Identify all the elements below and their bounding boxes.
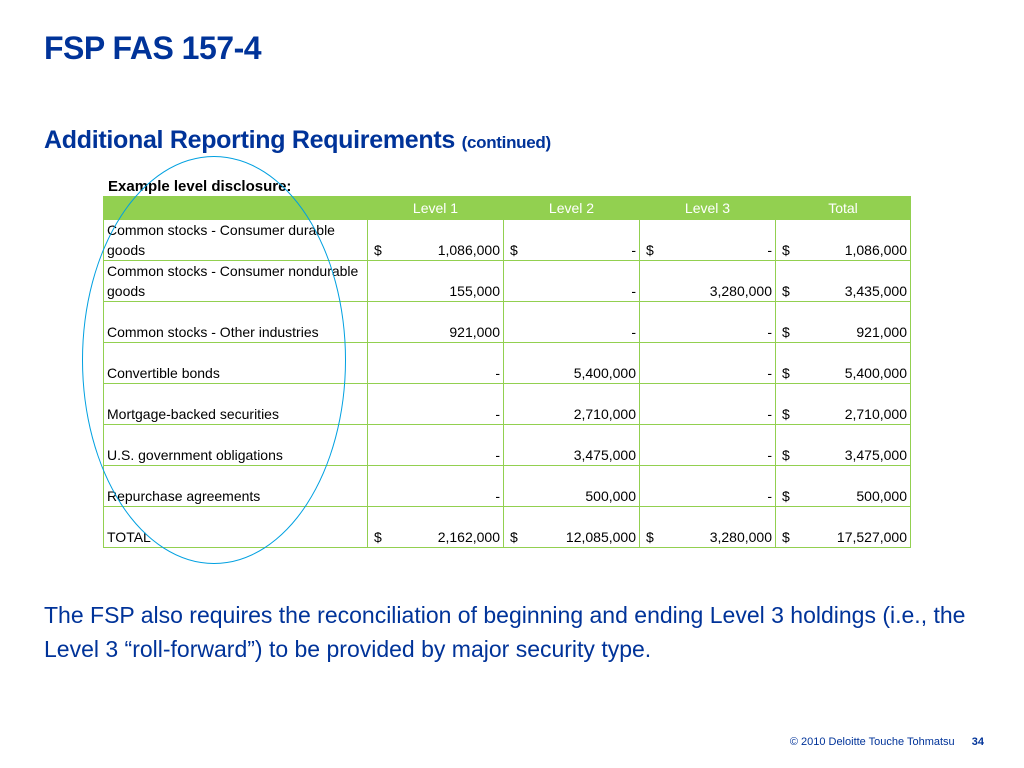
column-header — [104, 197, 368, 220]
row-label-text: Repurchase agreements — [107, 488, 261, 504]
value-cell — [640, 302, 776, 343]
table-row — [104, 466, 911, 507]
value-cell — [776, 220, 911, 261]
value-cell — [640, 261, 776, 302]
cell-value: 1,086,000 — [844, 242, 907, 258]
cell-value: 3,435,000 — [844, 283, 907, 299]
cell-value: - — [767, 488, 772, 504]
value-cell — [776, 261, 911, 302]
row-label-text: Common stocks - Consumer nondurable goods — [107, 263, 359, 299]
cell-value: 2,710,000 — [573, 406, 636, 422]
cell-value: 5,400,000 — [844, 365, 907, 381]
level-disclosure-table — [103, 196, 911, 548]
dollar-sign: $ — [646, 242, 654, 258]
cell-value: 3,475,000 — [573, 447, 636, 463]
value-cell — [776, 343, 911, 384]
value-cell — [776, 466, 911, 507]
cell-value: 921,000 — [449, 324, 500, 340]
row-label-text: Common stocks - Other industries — [107, 324, 319, 340]
cell-value: 500,000 — [585, 488, 636, 504]
cell-value: 5,400,000 — [573, 365, 636, 381]
dollar-sign: $ — [782, 324, 790, 340]
row-label — [104, 220, 368, 261]
column-header: Level 2 — [504, 197, 640, 220]
cell-value: - — [631, 283, 636, 299]
cell-value: - — [495, 365, 500, 381]
value-cell — [776, 425, 911, 466]
copyright-text: © 2010 Deloitte Touche Tohmatsu — [789, 736, 955, 748]
dollar-sign: $ — [782, 406, 790, 422]
value-cell — [776, 507, 911, 548]
value-cell — [368, 220, 504, 261]
body-paragraph: The FSP also requires the reconciliation of beginning and ending Level 3 holdings (i.e., the Level 3 “roll-forward”) to be provided by major security type. — [44, 602, 966, 662]
value-cell — [504, 343, 640, 384]
cell-value: - — [767, 365, 772, 381]
value-cell — [368, 507, 504, 548]
cell-value: 921,000 — [856, 324, 907, 340]
cell-value: 1,086,000 — [437, 242, 500, 258]
dollar-sign: $ — [782, 365, 790, 381]
value-cell — [368, 425, 504, 466]
cell-value: - — [631, 324, 636, 340]
column-header: Level 1 — [368, 197, 504, 220]
value-cell — [368, 384, 504, 425]
row-label — [104, 343, 368, 384]
table-row — [104, 425, 911, 466]
dollar-sign: $ — [510, 242, 518, 258]
cell-value: - — [767, 447, 772, 463]
row-label — [104, 384, 368, 425]
cell-value: 12,085,000 — [565, 529, 636, 545]
row-label — [104, 261, 368, 302]
row-label — [104, 302, 368, 343]
value-cell — [640, 466, 776, 507]
footer — [790, 736, 984, 748]
cell-value: 3,475,000 — [844, 447, 907, 463]
value-cell — [504, 425, 640, 466]
table-row — [104, 343, 911, 384]
dollar-sign: $ — [646, 529, 654, 545]
cell-value: 2,162,000 — [437, 529, 500, 545]
value-cell — [640, 384, 776, 425]
value-cell — [776, 384, 911, 425]
value-cell — [368, 302, 504, 343]
value-cell — [504, 261, 640, 302]
dollar-sign: $ — [510, 529, 518, 545]
row-label-text: Convertible bonds — [107, 365, 220, 381]
cell-value: - — [767, 242, 772, 258]
section-subtitle — [44, 126, 551, 155]
cell-value: - — [767, 406, 772, 422]
page-number: 34 — [971, 736, 984, 748]
row-label-text: TOTAL — [107, 529, 151, 545]
value-cell — [640, 343, 776, 384]
row-label-text: Mortgage-backed securities — [107, 406, 279, 422]
table-row — [104, 384, 911, 425]
value-cell — [368, 261, 504, 302]
column-header: Total — [776, 197, 911, 220]
dollar-sign: $ — [782, 242, 790, 258]
table-row — [104, 261, 911, 302]
value-cell — [504, 384, 640, 425]
value-cell — [640, 507, 776, 548]
cell-value: 500,000 — [856, 488, 907, 504]
dollar-sign: $ — [782, 529, 790, 545]
value-cell — [368, 343, 504, 384]
cell-value: - — [495, 447, 500, 463]
row-label-text: U.S. government obligations — [107, 447, 283, 463]
slide-title: FSP FAS 157-4 — [44, 30, 262, 66]
value-cell — [504, 302, 640, 343]
row-label-text: Common stocks - Consumer durable goods — [107, 222, 335, 258]
cell-value: 3,280,000 — [709, 283, 772, 299]
value-cell — [368, 466, 504, 507]
cell-value: 17,527,000 — [836, 529, 907, 545]
table-header-row — [104, 197, 911, 220]
dollar-sign: $ — [374, 242, 382, 258]
cell-value: - — [495, 406, 500, 422]
value-cell — [504, 466, 640, 507]
subtitle-suffix: (continued) — [461, 133, 551, 152]
cell-value: 155,000 — [449, 283, 500, 299]
table-row — [104, 302, 911, 343]
row-label — [104, 425, 368, 466]
value-cell — [504, 220, 640, 261]
value-cell — [640, 425, 776, 466]
cell-value: 2,710,000 — [844, 406, 907, 422]
value-cell — [504, 507, 640, 548]
subtitle-text: Additional Reporting Requirements — [44, 126, 455, 154]
value-cell — [776, 302, 911, 343]
dollar-sign: $ — [374, 529, 382, 545]
row-label — [104, 507, 368, 548]
table-row — [104, 220, 911, 261]
dollar-sign: $ — [782, 488, 790, 504]
table-row — [104, 507, 911, 548]
cell-value: - — [767, 324, 772, 340]
table-caption: Example level disclosure: — [108, 178, 292, 195]
cell-value: 3,280,000 — [709, 529, 772, 545]
cell-value: - — [631, 242, 636, 258]
value-cell — [640, 220, 776, 261]
row-label — [104, 466, 368, 507]
column-header: Level 3 — [640, 197, 776, 220]
cell-value: - — [495, 488, 500, 504]
dollar-sign: $ — [782, 283, 790, 299]
dollar-sign: $ — [782, 447, 790, 463]
